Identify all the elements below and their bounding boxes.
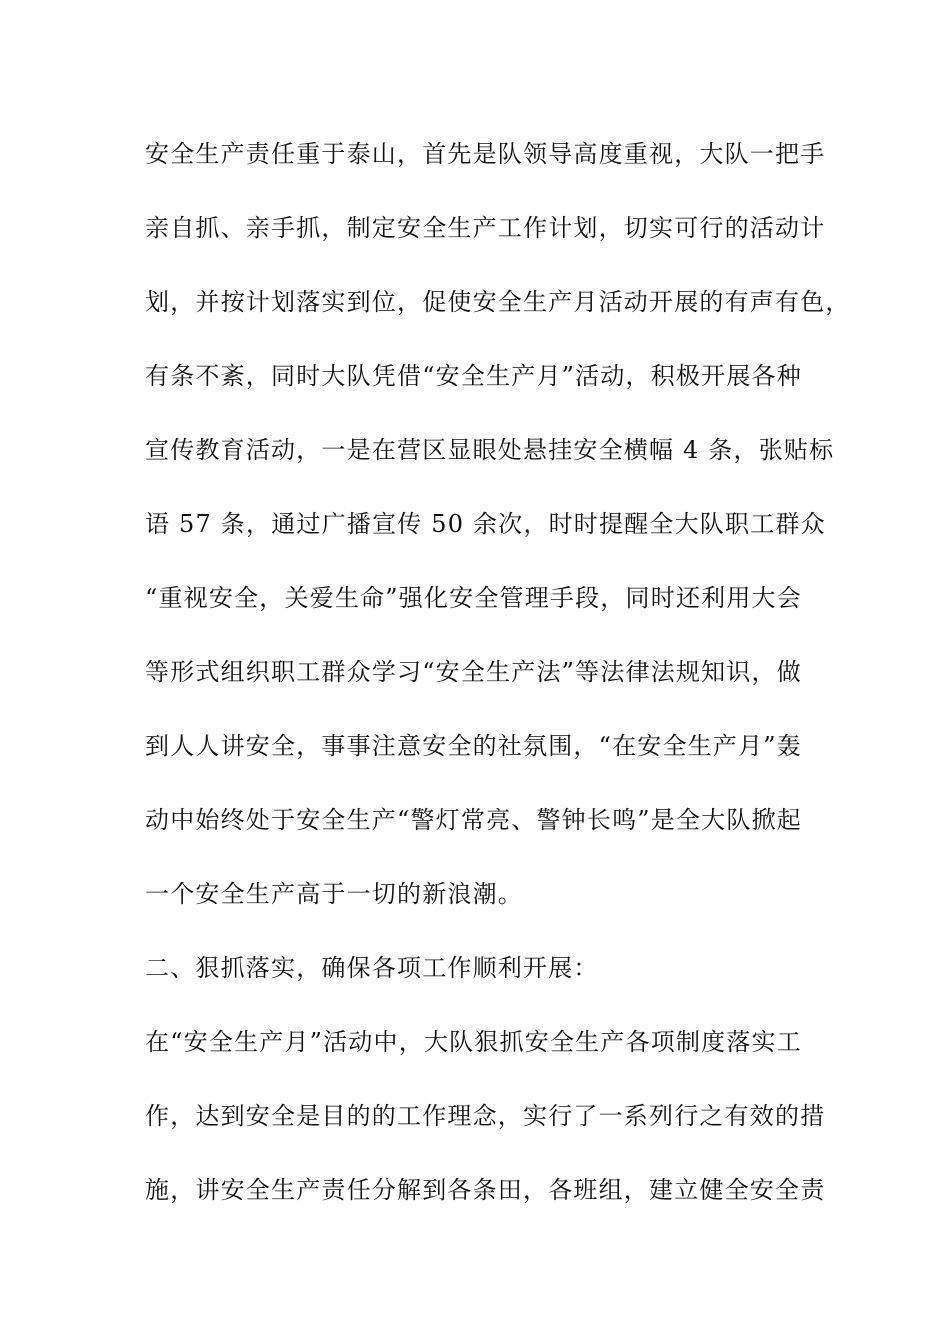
text-line: “重视安全，关爱生命”强化安全管理手段，同时还利用大会 — [145, 584, 802, 612]
text-line: 施，讲安全生产责任分解到各条田，各班组，建立健全安全责 — [145, 1176, 826, 1204]
document-body — [145, 134, 851, 1244]
text-line: 亲自抓、亲手抓，制定安全生产工作计划，切实可行的活动计 — [145, 214, 826, 242]
text-line: 动中始终处于安全生产“警灯常亮、警钟长鸣”是全大队掀起 — [145, 806, 802, 834]
text-line: 划，并按计划落实到位，促使安全生产月活动开展的有声有色， — [145, 288, 851, 316]
text-line: 语 57 条，通过广播宣传 50 余次，时时提醒全大队职工群众 — [145, 510, 826, 538]
text-line: 有条不紊，同时大队凭借“安全生产月”活动，积极开展各种 — [145, 362, 802, 390]
text-line: 作，达到安全是目的的工作理念，实行了一系列行之有效的措 — [145, 1102, 826, 1130]
text-line: 一个安全生产高于一切的新浪潮。 — [145, 880, 523, 908]
text-line: 到人人讲安全，事事注意安全的社氛围，“在安全生产月”轰 — [145, 732, 802, 760]
section-heading: 二、狠抓落实，确保各项工作顺利开展： — [145, 954, 599, 982]
text-line: 在“安全生产月”活动中，大队狠抓安全生产各项制度落实工 — [145, 1028, 802, 1056]
text-line: 宣传教育活动，一是在营区显眼处悬挂安全横幅 4 条，张贴标 — [145, 436, 835, 464]
text-line: 等形式组织职工群众学习“安全生产法”等法律法规知识，做 — [145, 658, 802, 686]
text-line: 安全生产责任重于泰山，首先是队领导高度重视，大队一把手 — [145, 140, 826, 168]
